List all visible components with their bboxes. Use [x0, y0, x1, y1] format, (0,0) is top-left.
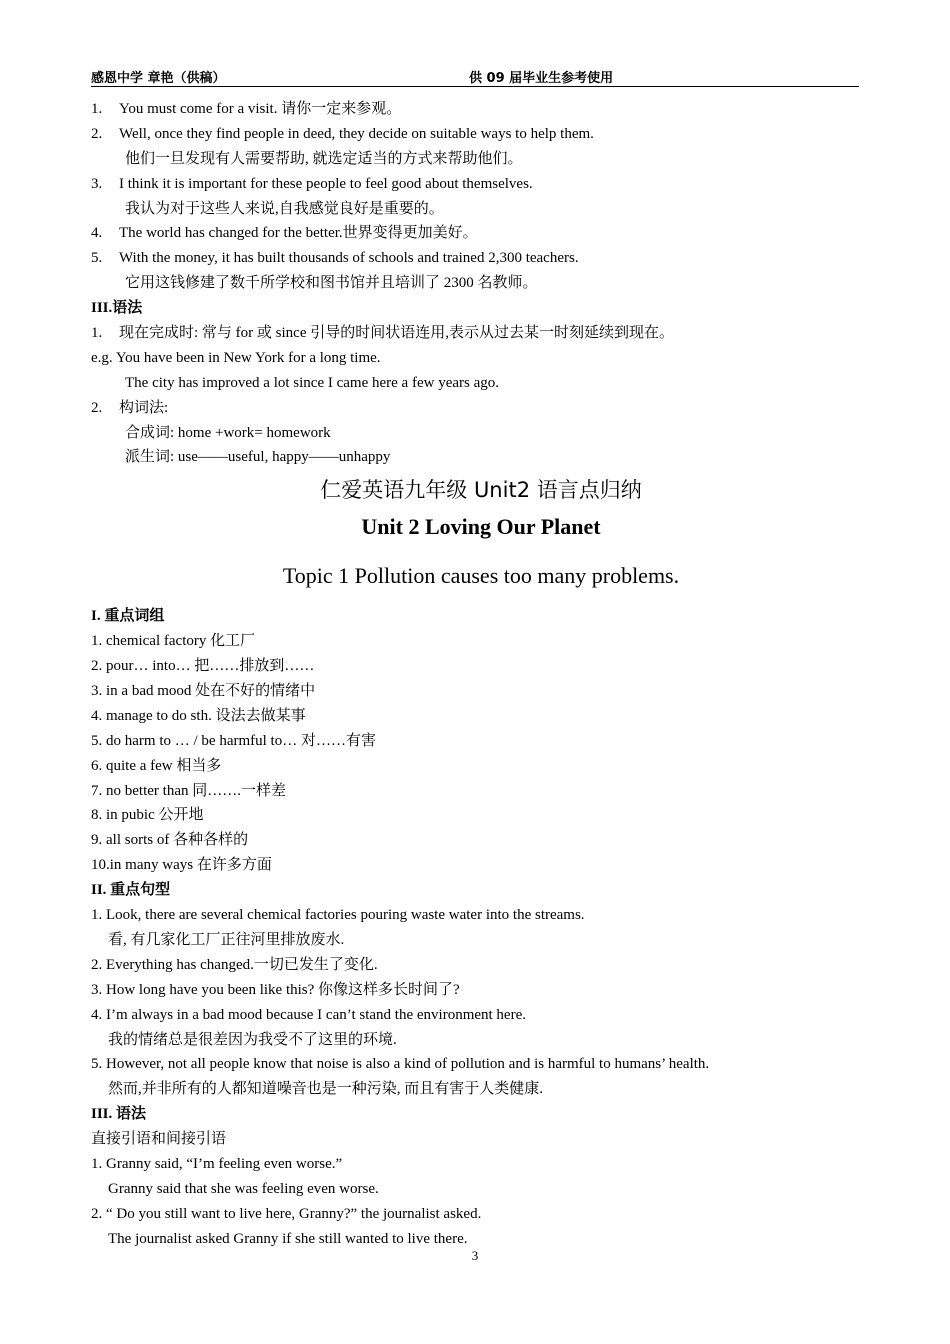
phrase-item: 8. in pubic 公开地 — [91, 807, 204, 824]
sentence-translation: 他们一旦发现有人需要帮助, 就选定适当的方式来帮助他们。 — [125, 150, 523, 167]
grammar-item: 1. 现在完成时: 常与 for 或 since 引导的时间状语连用,表示从过去某一时刻延续到现在。 — [91, 325, 674, 342]
sentence-line: 2. Well, once they find people in deed, they decide on suitable ways to help them. — [91, 125, 594, 142]
section-heading: III. 语法 — [91, 1106, 147, 1123]
indirect-speech: The journalist asked Granny if she still wanted to live there. — [108, 1230, 468, 1247]
sentence-translation: 然而,并非所有的人都知道噪音也是一种污染, 而且有害于人类健康. — [108, 1081, 544, 1098]
section-heading: I. 重点词组 — [91, 608, 165, 625]
section-heading: III.语法 — [91, 300, 143, 317]
grammar-example: e.g. You have been in New York for a long time. — [91, 349, 381, 366]
sentence-line: 3. How long have you been like this? 你像这样多长时间了? — [91, 981, 460, 998]
sentence-line: 5. However, not all people know that noise is also a kind of pollution and is harmful to humans’ health. — [91, 1056, 710, 1073]
phrase-item: 9. all sorts of 各种各样的 — [91, 832, 249, 849]
grammar-item: 2. 构词法: — [91, 399, 169, 416]
phrase-item: 6. quite a few 相当多 — [91, 757, 222, 774]
sentence-line: 5. With the money, it has built thousands of schools and trained 2,300 teachers. — [91, 250, 579, 267]
grammar-subheading: 直接引语和间接引语 — [91, 1131, 227, 1148]
phrase-item: 3. in a bad mood 处在不好的情绪中 — [91, 683, 316, 700]
grammar-example: 派生词: use——useful, happy——unhappy — [125, 449, 391, 466]
sentence-line: 1. You must come for a visit. 请你一定来参观。 — [91, 101, 402, 117]
sentence-translation: 我认为对于这些人来说,自我感觉良好是重要的。 — [125, 200, 444, 217]
phrase-item: 7. no better than 同…….一样差 — [91, 782, 286, 799]
phrase-item: 1. chemical factory 化工厂 — [91, 633, 256, 650]
sentence-translation: 我的情绪总是很差因为我受不了这里的环境. — [108, 1031, 397, 1048]
unit-title: Unit 2 Loving Our Planet — [361, 514, 601, 540]
sentence-line: 3. I think it is important for these people to feel good about themselves. — [91, 175, 533, 192]
direct-speech: 2. “ Do you still want to live here, Granny?” the journalist asked. — [91, 1205, 482, 1222]
page-content — [91, 97, 871, 1252]
phrase-item: 4. manage to do sth. 设法去做某事 — [91, 707, 306, 724]
sentence-translation: 看, 有几家化工厂正往河里排放废水. — [108, 931, 345, 948]
phrase-item: 5. do harm to … / be harmful to… 对……有害 — [91, 732, 376, 749]
sentence-translation: 它用这钱修建了数千所学校和图书馆并且培训了 2300 名教师。 — [125, 275, 538, 292]
sentence-line: 1. Look, there are several chemical factories pouring waste water into the streams. — [91, 907, 585, 924]
phrase-item: 10.in many ways 在许多方面 — [91, 857, 272, 874]
indirect-speech: Granny said that she was feeling even worse. — [108, 1180, 379, 1197]
section-heading: II. 重点句型 — [91, 882, 171, 899]
chinese-title: 仁爱英语九年级 Unit2 语言点归纳 — [320, 478, 642, 503]
grammar-example: The city has improved a lot since I came here a few years ago. — [125, 374, 500, 391]
topic-title: Topic 1 Pollution causes too many problems. — [282, 563, 680, 589]
header-right: 供 09 届毕业生参考使用 — [469, 71, 614, 86]
sentence-line: 4. The world has changed for the better.世界变得更加美好。 — [91, 225, 478, 242]
direct-speech: 1. Granny said, “I’m feeling even worse.” — [91, 1155, 343, 1172]
page-header — [91, 66, 859, 87]
sentence-line: 2. Everything has changed.一切已发生了变化. — [91, 956, 378, 973]
sentence-line: 4. I’m always in a bad mood because I can’t stand the environment here. — [91, 1006, 526, 1023]
page-number: 3 — [471, 1248, 479, 1263]
phrase-item: 2. pour… into… 把……排放到…… — [91, 658, 315, 675]
grammar-example: 合成词: home +work= homework — [125, 424, 331, 441]
header-left: 感恩中学 章艳（供稿） — [91, 71, 226, 86]
